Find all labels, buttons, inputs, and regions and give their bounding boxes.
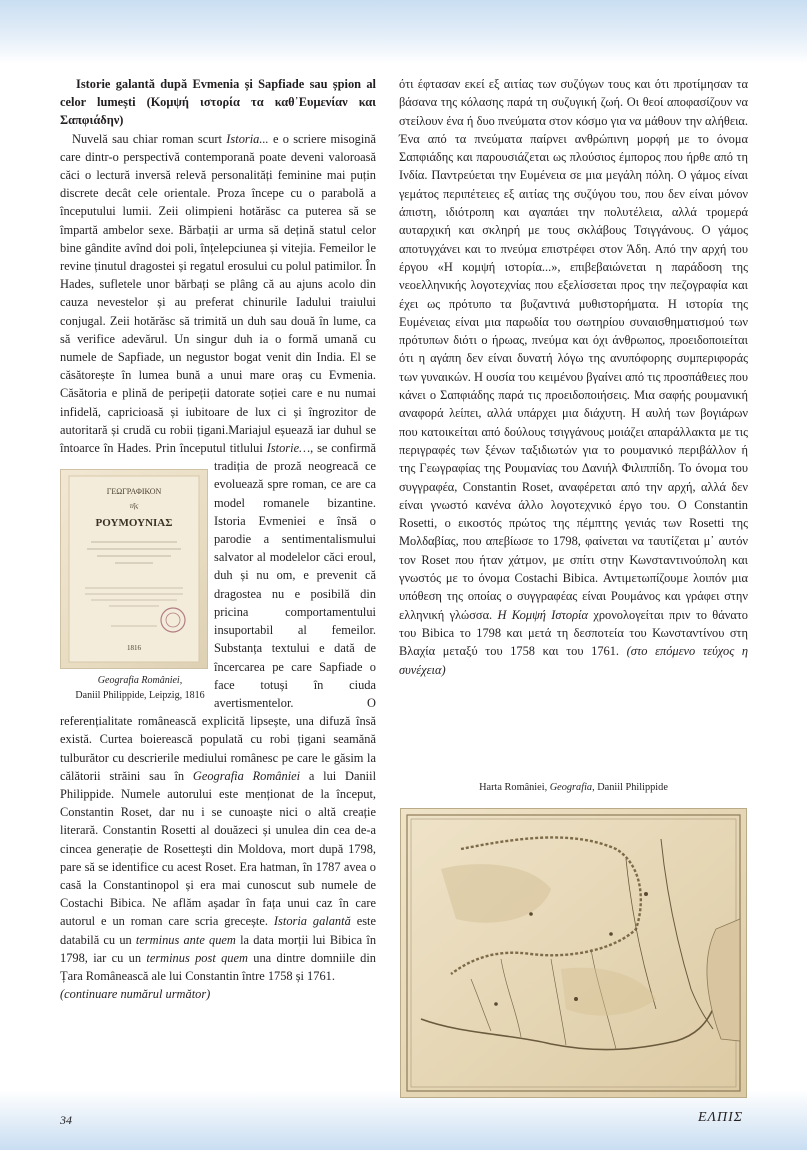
map-graphic: [401, 809, 746, 1097]
book-title-line-1: ΓΕΩΓΡΑΦΙΚΟΝ: [106, 487, 162, 497]
article-title: Istorie galantă după Evmenia și Sapfiade sau șpion al celor lumești (Κομψή ιστορία τα καθ᾿Ευμενίαν και Σαπφιάδην): [60, 77, 376, 128]
book-figure: [60, 469, 208, 703]
book-caption-line2: Daniil Philippide, Leipzig, 1816: [75, 690, 205, 702]
text-run: χρονολογείται πριν το θάνατο του Bibica το 1798 και μετά τη δεσποτεία του Κωνσταντίνου στη Βλαχία μεταξύ του 1758 και του 1761.: [399, 607, 749, 659]
italic-run: Istorie…: [266, 441, 311, 456]
text-run: este databilă cu un: [60, 914, 376, 947]
historical-map-image: [400, 808, 747, 1098]
map-caption: [399, 782, 748, 793]
greek-column: [399, 75, 748, 679]
text-run: Nuvelă sau chiar roman scurt: [72, 131, 227, 146]
romanian-body: [60, 130, 376, 1004]
greek-paragraph: [399, 75, 748, 679]
text-run: Harta României,: [479, 782, 550, 793]
book-cover-image: [60, 469, 208, 669]
continuation-note-gr: (στο επόμενο τεύχος η συνέχεια): [399, 644, 748, 677]
book-title-line-3: ΡΟΥΜΟΥΝΙΑΣ: [95, 517, 173, 530]
page-number: 34: [60, 1113, 72, 1127]
text-run: a lui Daniil Philippide. Numele autorului este menționat de la început, Constantin Roset, dar nu i se cunoaște nici o altă creație literară. Constantin Rosetti al douăzeci și unulea din cea de-a cincea generație de Rosetteşti din Moldova, mort după 1798, pare să se identifice cu acest Roset. Era hatman, în 1787 avea o casă la Constantinopol și era mai cunoscut sub numele de Costachi Bibica. Ne aflăm așadar în fața unui caz în care autorul e un roman care scria grecește.: [60, 768, 377, 929]
text-run: e o scriere misogină care dintr-o perspectivă contemporană poate deveni valoroasă căci o lectură inversă relevă personalități feminine mai puțin discrete decât cele orientale. Proza începe cu o parabolă a începutului lumii. Zeii olimpieni hotărăsc ca puterea să se împartă ambelor sexe. Bărbații ar urma să dețină statul celor bine gândite avînd doi poli, înțelepciunea și vitejia. Femeilor le revine ținutul dragostei și regatul erosului cu polul patimilor. În Hades, sufletele unor bărbați se plâng că au ajuns acolo din cauza nevestelor și au preferat chinurile Iadului traiului conjugal. Zeii hotărăsc să trimită un duh sau două în lume, ca să verifice adevărul. Un singur duh ia o formă umană cu numele de Sapfiade, un negustor bogat venit din India. El se căsătorește în lumea bună a unui mare oraș cu Evmenia. Căsătoria e plină de peripeții datorate soției care e nu numai infidelă, capricioasă și iubitoare de lux ci și îngrozitor de autoritară și crudă cu robii țigani.Mariajul eșuează iar duhul se întoarce în Hades. Prin începutul titlului: [60, 131, 376, 456]
book-title-line-2: τῆς: [129, 502, 139, 511]
italic-run: Istoria...: [226, 131, 269, 146]
text-run: ότι έφτασαν εκεί εξ αιτίας των συζύγων τους και ότι προτίμησαν τα βάσανα της κόλασης παρά τη συζυγική ζωή. Οι θεοί αποφασίζουν να στείλουν ένα ή δυο πνεύματα στον κόσμο για να μάθουν την αλήθεια. Ένα από τα πνεύματα παίρνει ανθρώπινη μορφή με το όνομα Σαπφιάδης και παρουσιάζεται ως πλούσιος έμπορος που ήρθε από τη Ινδία. Παντρεύεται την Ευμένεια σε μια μεγάλη πόλη. Ο γάμος είναι γεμάτος περιπέτειες εξ αιτίας της συζύγου του, που δεν είναι μόνον άπιστη, ιδιότροπη και αγαπάει την πολυτέλεια, αλλά τρομερά αυταρχική και σκληρή με τους σκλάβους Τσιγγάνους. Ο γάμος αποτυγχάνει και το πνεύμα επιστρέφει στον Άδη. Από την αρχή του έργου «Η κομψή ιστορία...», επιβεβαιώνεται η παράδοση της νεοελληνικής λογοτεχνίας που εξελίσσεται προς την πεζογραφία και έχει ως πρότυπο τα βυζαντινά μυθιστορήματα. Η ιστορία της Ευμένειας είναι μια παρωδία του σωτηρίου συναισθηματισμού των πρότυπων διότι ο ήρωας, πνεύμα και όχι άνθρωπος, προειδοποιείται ότι η αγάπη δεν είναι δυνατή λόγω της ανυπόφορης συμπεριφοράς των γυναικών. Η ουσία του κειμένου βγαίνει από τις προσπάθειες που κάνει ο Σαπφιάδης παρά τις προειδοποιήσεις. Μια σαφής ρουμανική αναφορά λείπει, αλλά υπάρχει μια διάχυτη. Η αυλή των βογιάρων που κατοικείται από δούλους τσιγγάνους μοιάζει απαράλλακτα με τις περιγραφές των ξένων ταξιδιωτών για το ρουμανικό περιβάλλον ή της Γεωγραφίας της Ρουμανίας του Δανιήλ Φιλιππίδη. Το όνομα του συγγραφέα, Constantin Roset, αναφέρεται από την αρχή, αλλά δεν είναι γνωστό κανένα άλλο λογοτεχνικό έργο του. Ο Constantin Rosetti, ο εικοστός πρώτος της πέμπτης γενιάς των Rosetti της Μολδαβίας, που απεβίωσε το 1798, φαίνεται να ταυτίζεται μ᾿ αυτόν τον Roset που ήταν χάτμον, με σπίτι στην Κωνσταντινούπολη και γνωστός με το όνομα Costachi Bibica. Αντιμετωπίζουμε λοιπόν μια υπόθεση της οποίας ο συγγραφέας είναι Ρουμάνος και γράφει στην ελληνική γλώσσα.: [399, 77, 748, 622]
italic-run: terminus post quem: [146, 950, 248, 965]
text-run: la data morții lui Bibica în 1798, iar cu un: [60, 932, 377, 965]
footer-band: [0, 1090, 807, 1150]
book-cover-graphic: [61, 470, 207, 668]
text-run: , Daniil Philippide: [592, 782, 668, 793]
italic-run: Istoria galantă: [273, 914, 351, 929]
header-band: [0, 0, 807, 64]
romanian-paragraph: [60, 130, 376, 986]
continuation-note-ro: (continuare numărul următor): [60, 987, 211, 1002]
text-run: una dintre domniile din Țara Românească ale lui Constantin între 1758 și 1761.: [60, 950, 376, 983]
text-run: , se confirmă tradiția de proză neogreacă ce evoluează spre roman, ce are ca model romanele bizantine. Istoria Evmeniei e însă o parodie a sentimentalismului salvator al modelelor căci eroul, duh și nu om, e prevenit că dragostea nu e posibilă din pricina comportamentului insuportabil al femeilor. Substanța textului e dată de încercarea pe care Sapfiade o face totuși în ciuda avertismentelor. O referențialitate românească explicită lipsește, una difuză însă există. Curtea boierească populată cu robi țigani seamănă tulburător cu descrierile mediului românesc pe care le găsim la călătorii străini sau în: [60, 441, 377, 783]
romanian-column: [60, 75, 376, 1003]
italic-run: terminus ante quem: [135, 932, 236, 947]
italic-run: Geografia României: [192, 768, 301, 783]
book-caption: Geografia României,: [97, 675, 183, 687]
italic-run: Η Κομψή Ιστορία: [497, 607, 588, 622]
italic-run: Geografia: [549, 782, 593, 793]
book-year: 1816: [127, 644, 141, 653]
journal-name: ΕΛΠΙΣ: [698, 1110, 744, 1125]
